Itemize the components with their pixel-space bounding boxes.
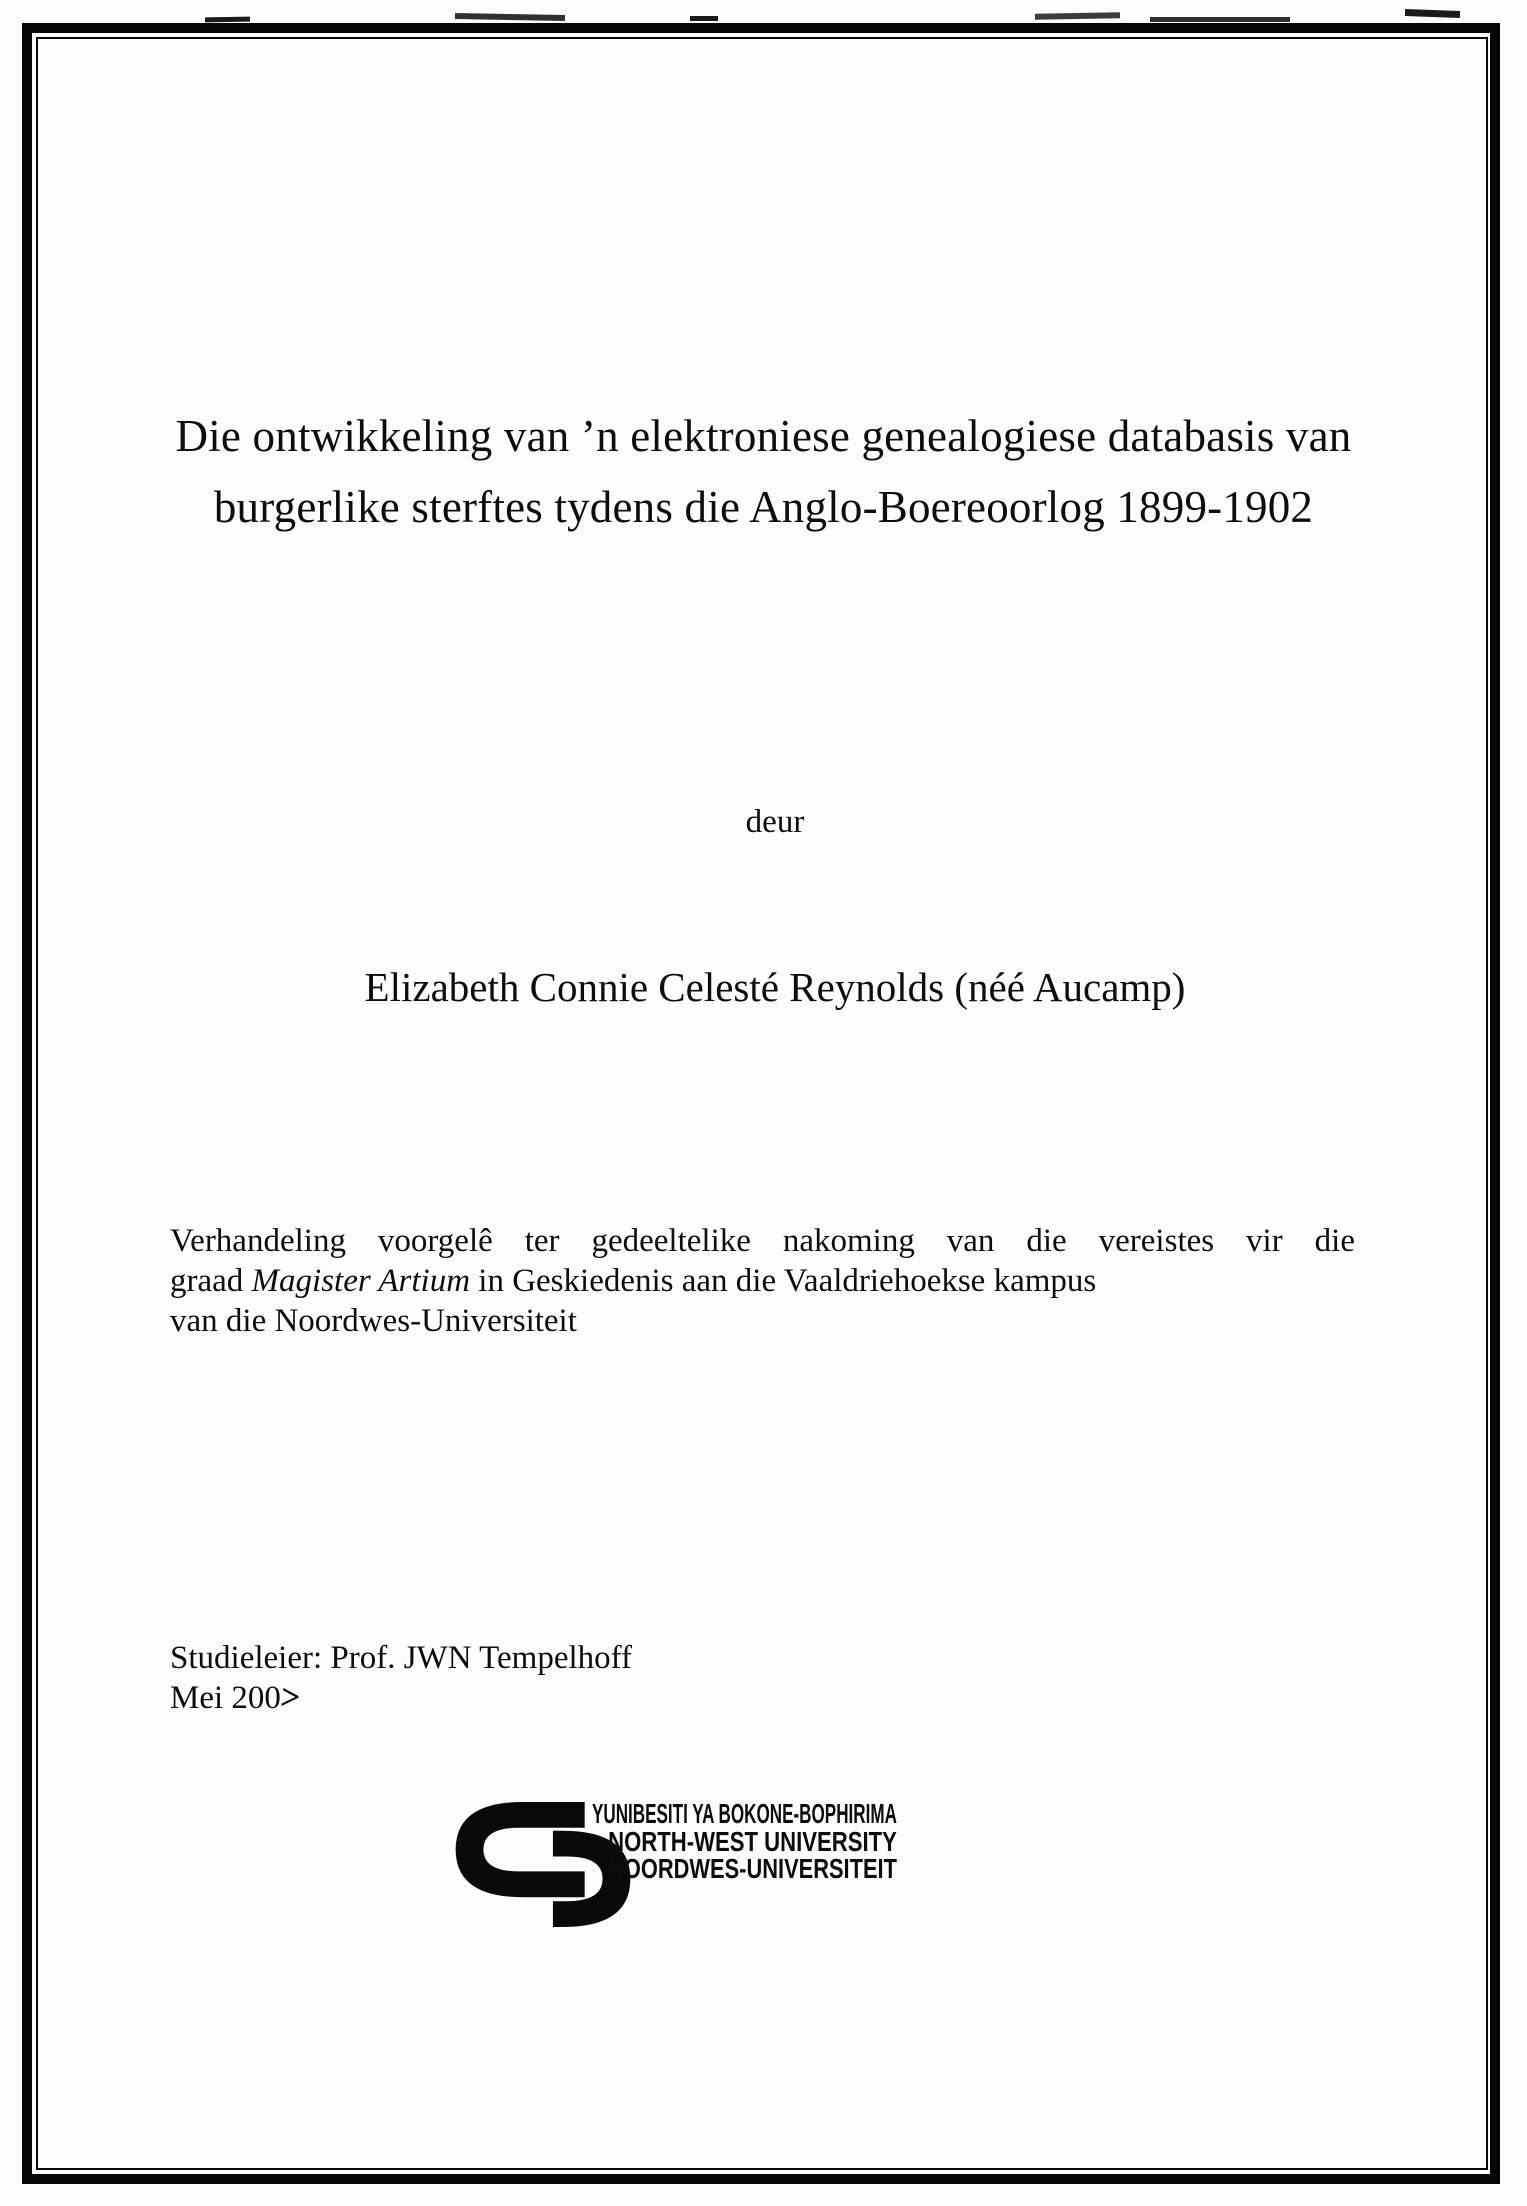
thesis-title-line1: Die ontwikkeling van ’n elektroniese genealogiese databasis van: [175, 411, 1352, 461]
logo-text-afrikaans: NOORDWES-UNIVERSITEIT: [608, 1853, 897, 1885]
date-digit-glyph: >: [278, 1678, 303, 1718]
degree-text-end: in Geskiedenis aan die Vaaldriehoekse kampus: [470, 1263, 1097, 1299]
author-name: Elizabeth Connie Celesté Reynolds (néé Aucamp): [364, 964, 1186, 1010]
degree-name: Magister Artium: [251, 1263, 471, 1299]
footer-block: [170, 1638, 632, 1718]
university-logo-text: [397, 1800, 897, 1883]
logo-text-setswana: YUNIBESITI YA BOKONE-BOPHIRIMA: [592, 1798, 897, 1829]
scan-artifact: [1150, 17, 1290, 22]
thesis-statement-line3: van die Noordwes-Universiteit: [170, 1303, 577, 1339]
thesis-statement: [170, 1221, 1355, 1341]
scan-artifact: [455, 13, 565, 21]
date-line: [170, 1678, 632, 1718]
thesis-statement-line2: [170, 1261, 1355, 1301]
thesis-statement-line1: Verhandeling voorgelê ter gedeeltelike nakoming van die vereistes vir die: [170, 1223, 1355, 1259]
byline-label: deur: [745, 804, 805, 840]
scan-artifact: [690, 16, 718, 21]
thesis-title-line2: burgerlike sterftes tydens die Anglo-Boereoorlog 1899-1902: [213, 482, 1314, 532]
thesis-title: [60, 401, 1467, 543]
scan-artifact: [205, 17, 250, 23]
logo-text-english: NORTH-WEST UNIVERSITY: [608, 1825, 897, 1857]
scan-artifact: [1405, 9, 1460, 18]
degree-text-start: graad: [170, 1263, 252, 1299]
date-text: Mei 200: [170, 1680, 281, 1716]
supervisor-line: Studieleier: Prof. JWN Tempelhoff: [170, 1640, 633, 1676]
scan-artifact: [1035, 12, 1120, 19]
